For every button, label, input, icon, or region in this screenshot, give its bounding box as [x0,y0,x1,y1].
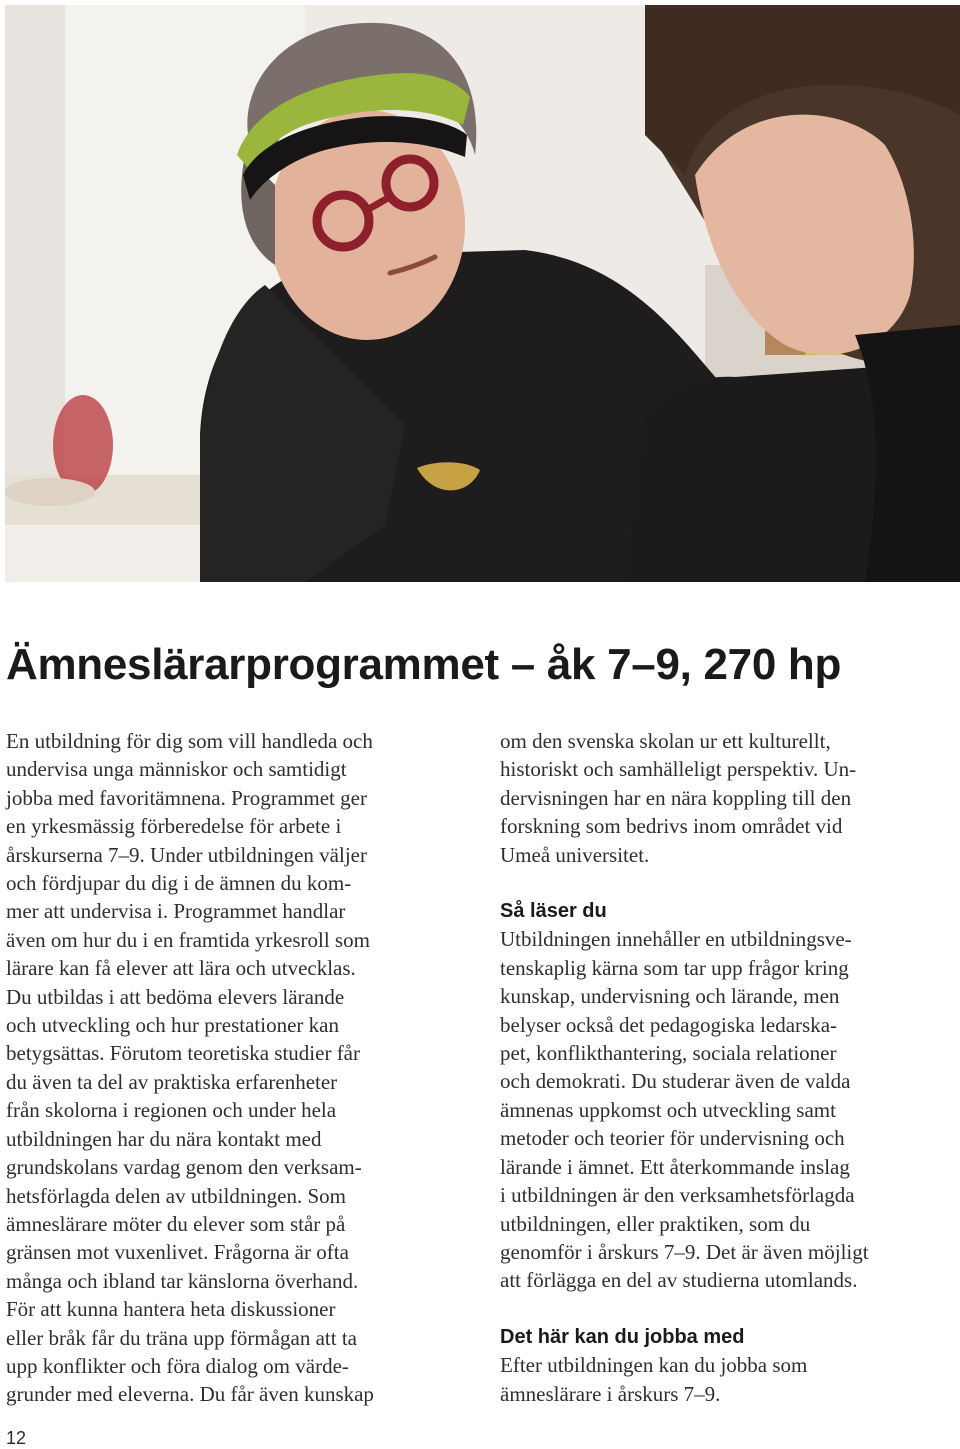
text-line: Efter utbildningen kan du jobba som [500,1353,808,1378]
text-line: betygsättas. Förutom teoretiska studier får [6,1041,360,1066]
left-column [6,727,468,1409]
text-line: mer att undervisa i. Programmet handlar [6,899,346,924]
text-line: eller bråk får du träna upp förmågan att ta [6,1325,358,1350]
text-line: och demokrati. Du studerar även de valda [500,1069,851,1094]
text-line: många och ibland tar känslorna överhand. [6,1268,359,1293]
text-line: gränsen mot vuxenlivet. Frågorna är ofta [6,1240,349,1265]
photo-two-women-icon [5,5,960,582]
section-heading-jobba-med: Det här kan du jobba med [500,1325,745,1348]
text-line: ämneslärare möter du elever som står på [6,1211,346,1236]
text-line: lärare kan få elever att lära och utvecklas. [6,956,356,981]
text-line: utbildningen, eller praktiken, som du [500,1211,811,1236]
text-line: hetsförlagda delen av utbildningen. Som [6,1183,347,1208]
text-line: metoder och teorier för undervisning och [500,1126,845,1151]
text-line: En utbildning för dig som vill handleda och [6,729,373,753]
text-line: grunder med eleverna. Du får även kunskap [6,1382,374,1407]
text-line: pet, konflikthantering, sociala relationer [500,1041,837,1066]
text-line: grundskolans vardag genom den verksam- [6,1155,362,1180]
section-body-sa-laser-du [500,925,958,1294]
text-line: även om hur du i en framtida yrkesroll som [6,927,370,952]
text-line: i utbildningen är den verksamhetsförlagda [500,1183,855,1208]
text-line: Umeå universitet. [500,842,650,867]
text-line: tenskaplig kärna som tar upp frågor kring [500,955,849,980]
text-line: genomför i årskurs 7–9. Det är även möjligt [500,1239,869,1264]
text-line: årskurserna 7–9. Under utbildningen väljer [6,842,367,867]
text-line: belyser också det pedagogiska ledarska- [500,1012,838,1037]
text-line: historiskt och samhälleligt perspektiv. Un- [500,757,857,782]
text-line: om den svenska skolan ur ett kulturellt, [500,729,831,753]
text-line: upp konflikter och föra dialog om värde- [6,1353,349,1378]
text-line: För att kunna hantera heta diskussioner [6,1297,336,1322]
right-intro [500,727,958,869]
text-line: och fördjupar du dig i de ämnen du kom- [6,871,352,896]
section-body-jobba-med [500,1351,958,1408]
text-line: och utveckling och hur prestationer kan [6,1013,339,1038]
text-line: forskning som bedrivs inom området vid [500,814,843,839]
text-line: ämnenas uppkomst och utveckling samt [500,1097,836,1122]
text-line: du även ta del av praktiska erfarenheter [6,1069,338,1094]
text-line: Du utbildas i att bedöma elevers lärande [6,984,345,1009]
text-line: ämneslärare i årskurs 7–9. [500,1381,721,1406]
text-line: från skolorna i regionen och under hela [6,1098,337,1123]
text-line: jobba med favoritämnena. Programmet ger [6,785,367,810]
text-line: utbildningen har du nära kontakt med [6,1126,322,1151]
text-line: undervisa unga människor och samtidigt [6,757,347,782]
text-line: en yrkesmässig förberedelse för arbete i [6,814,342,839]
text-line: lärande i ämnet. Ett återkommande inslag [500,1154,850,1179]
section-heading-sa-laser-du: Så läser du [500,900,607,923]
page-number: 12 [6,1428,27,1448]
right-column [500,727,958,1408]
text-line: kunskap, undervisning och lärande, men [500,984,840,1009]
page-title: Ämneslärarprogrammet – åk 7–9, 270 hp [6,640,842,689]
text-line: att förlägga en del av studierna utomlands. [500,1268,858,1293]
text-line: Utbildningen innehåller en utbildningsve- [500,927,852,952]
text-line: dervisningen har en nära koppling till den [500,785,852,810]
